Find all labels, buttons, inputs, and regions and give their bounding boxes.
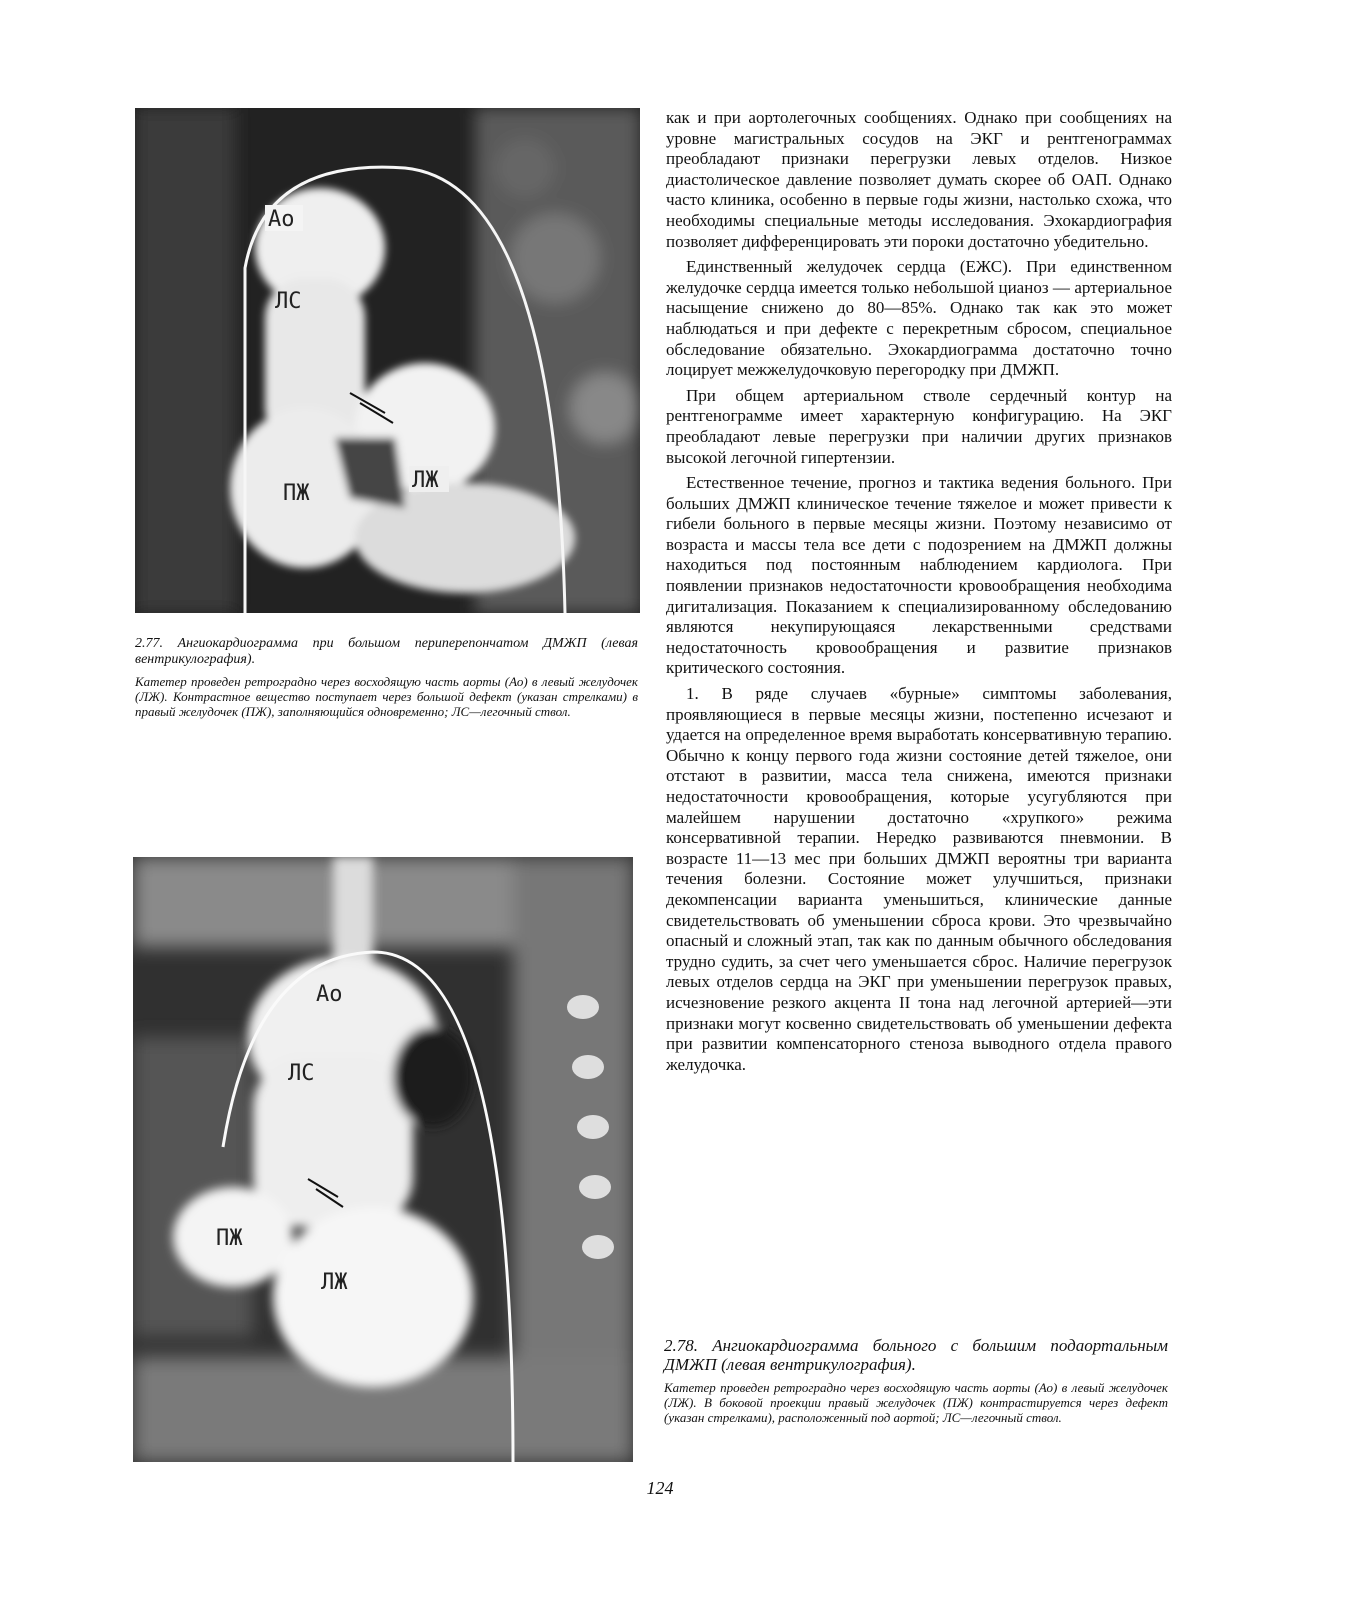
- paragraph: Единственный желудочек сердца (ЕЖС). При единственном желудочке сердца имеется только небольшой цианоз — артериальное насыщение снижено до 80—85%. Однако так как это может наблюдаться и при дефекте с перекретным сбросом, специальное обследование обязательно. Эхокардиограмма достаточно точно лоцирует межжелудочковую перегородку при ДМЖП.: [666, 257, 1172, 380]
- label-ao: Ао: [316, 982, 343, 1007]
- caption-title: 2.78. Ангиокардиограмма больного с большим подаортальным ДМЖП (левая вентрикулография).: [664, 1336, 1168, 1374]
- angiogram-figure-2-78: [133, 857, 633, 1462]
- angiogram-image-2: [133, 857, 633, 1462]
- label-pzh: ПЖ: [216, 1226, 243, 1251]
- caption-body: Катетер проведен ретроградно через восходящую часть аорты (Ао) в левый желудочек (ЛЖ). В боковой проекции правый желудочек (ПЖ) контрастируется через дефект (указан стрелками), расположенный под аортой; ЛС—легочный ствол.: [664, 1380, 1168, 1425]
- figure-caption-2-78: [664, 1336, 1168, 1425]
- paragraph: 1. В ряде случаев «бурные» симптомы заболевания, проявляющиеся в первые месяцы жизни, постепенно исчезают и удается на определенное время выработать консервативную терапию. Обычно к концу первого года жизни состояние детей тяжелое, они отстают в развитии, масса тела снижена, имеются признаки недостаточности кровообращения, которые усугубляются при малейшем нарушении достаточно «хрупкого» режима консервативной терапии. Нередко развиваются пневмонии. В возрасте 11—13 мес при больших ДМЖП вероятны три варианта течения болезни. Состояние может улучшиться, признаки декомпенсации варианта уменьшиться, клинические данные свидетельствовать об уменьшении сброса крови. Это чрезвычайно опасный и сложный этап, так как по данным обычного обследования трудно судить, за счет чего уменьшается сброс. Наличие перегрузок левых отделов сердца на ЭКГ при уменьшении перегрузок правых, исчезновение резкого акцента II тона над легочной артерией—эти признаки могут косвенно свидетельствовать об уменьшении дефекта при развитии компенсаторного стеноза выводного отдела правого желудочка.: [666, 684, 1172, 1074]
- angiogram-figure-2-77: [135, 108, 640, 613]
- caption-body: Катетер проведен ретроградно через восходящую часть аорты (Ао) в левый желудочек (ЛЖ). Контрастное вещество поступает через большой дефект (указан стрелками) в правый желудочек (ПЖ), заполняющийся одновременно; ЛС—легочный ствол.: [135, 674, 638, 719]
- caption-title: 2.77. Ангиокардиограмма при большом периперепончатом ДМЖП (левая вентрикулография).: [135, 636, 638, 667]
- paragraph: Естественное течение, прогноз и тактика ведения больного. При больших ДМЖП клиническое течение тяжелое и может привести к гибели больного в первые месяцы жизни. Поэтому независимо от возраста и массы тела все дети с подозрением на ДМЖП должны находиться под постоянным наблюдением кардиолога. При появлении признаков недостаточности кровообращения необходима дигитализация. Показанием к специализированному обследованию являются некупирующаяся лекарственными средствами недостаточность кровообращения и развитие признаков критического состояния.: [666, 473, 1172, 678]
- paragraph: как и при аортолегочных сообщениях. Однако при сообщениях на уровне магистральных сосудов на ЭКГ и рентгенограммах преобладают признаки перегрузки левых отделов. Низкое диастолическое давление позволяет думать скорее об ОАП. Однако часто клиника, особенно в первые годы жизни, настолько схожа, что необходимы специальные методы исследования. Эхокардиография позволяет дифференцировать эти пороки достаточно убедительно.: [666, 108, 1172, 251]
- body-text-column: [666, 108, 1172, 1080]
- label-ls: ЛС: [275, 289, 302, 314]
- paragraph: При общем артериальном стволе сердечный контур на рентгенограмме имеет характерную конфигурацию. На ЭКГ преобладают левые перегрузки при наличии других признаков высокой легочной гипертензии.: [666, 385, 1172, 467]
- page-number: 124: [646, 1478, 674, 1498]
- angiogram-image-1: [135, 108, 640, 613]
- label-ao: Ао: [268, 207, 295, 232]
- label-lzh: ЛЖ: [412, 468, 439, 493]
- label-pzh: ПЖ: [283, 481, 310, 506]
- label-ls: ЛС: [288, 1061, 315, 1086]
- figure-caption-2-77: [135, 636, 638, 719]
- label-lzh: ЛЖ: [321, 1270, 348, 1295]
